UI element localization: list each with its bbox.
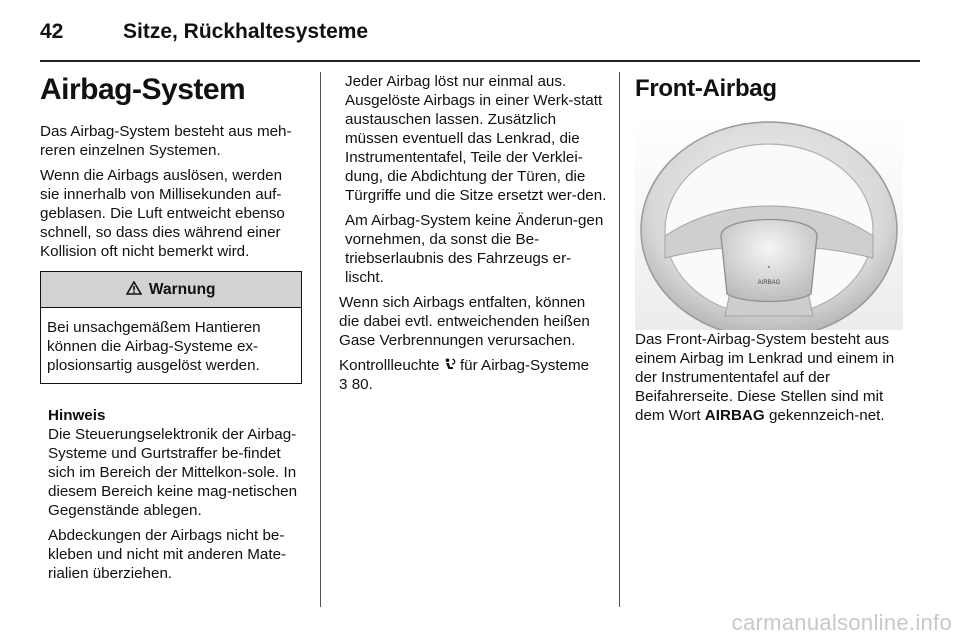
indented-block	[339, 72, 607, 287]
section-title: Airbag-System	[40, 73, 246, 106]
paragraph: Wenn die Airbags auslösen, werden sie innerhalb von Millisekunden auf-geblasen. Die Luft entweicht ebenso schnell, so dass dies während einer Kollision oft nicht bemerkt wird.	[40, 167, 285, 260]
column-3	[635, 72, 905, 425]
header-divider	[40, 60, 920, 62]
warning-box	[40, 271, 302, 384]
warning-text: Bei unsachgemäßem Hantieren können die Airbag-Systeme ex-plosionsartig ausgelöst werden.	[47, 319, 261, 374]
note-paragraph: Abdeckungen der Airbags nicht be-kleben und nicht mit anderen Mate-rialien überziehen.	[48, 527, 287, 582]
watermark: carmanualsonline.info	[731, 610, 952, 635]
page-reference: 80.	[351, 376, 373, 393]
paragraph: Wenn sich Airbags entfalten, können die dabei evtl. entweichenden heißen Gase Verbrennungen verursachen.	[339, 294, 590, 349]
page-number: 42	[40, 20, 64, 43]
airbag-warning-light-icon	[444, 357, 460, 374]
column-divider-2	[619, 72, 620, 607]
section-title: Front-Airbag	[635, 75, 777, 102]
warning-header	[41, 272, 301, 308]
warning-body	[41, 308, 301, 383]
paragraph: Jeder Airbag löst nur einmal aus. Ausgelöste Airbags in einer Werk-statt austauschen lassen. Zusätzlich müssen eventuell das Lenkrad, die Instrumententafel, Teile der Verklei-dung, die Abdichtung der Türen, die Türgriffe und die Sitze ersetzt wer-den.	[345, 73, 607, 204]
logo-mark: ●	[767, 264, 771, 269]
note-block	[40, 406, 302, 583]
airbag-imprint: AIRBAG	[757, 280, 781, 286]
note-label: Hinweis	[48, 407, 106, 424]
note-paragraph: Die Steuerungselektronik der Airbag-Systeme und Gurtstraffer be-findet sich im Bereich der Mittelkon-sole. In diesem Bereich keine mag-netischen Gegenstände ablegen.	[48, 426, 298, 519]
column-divider-1	[320, 72, 321, 607]
paragraph: Das Airbag-System besteht aus meh-reren einzelnen Systemen.	[40, 123, 292, 159]
steering-wheel-image	[635, 118, 903, 330]
paragraph: Das Front-Airbag-System besteht aus einem Airbag im Lenkrad und einem in der Instrumententafel auf der Beifahrerseite. Diese Stellen sind mit dem Wort AIRBAG gekennzeich-net.	[635, 331, 895, 424]
paragraph-control-light: Kontrollleuchte für Airbag-Systeme 3 80.	[339, 357, 590, 393]
paragraph: Am Airbag-System keine Änderun-gen vornehmen, da sonst die Be-triebserlaubnis des Fahrzeugs er-lischt.	[345, 212, 604, 286]
warning-triangle-icon	[126, 281, 146, 298]
page-header	[40, 20, 920, 64]
column-1	[40, 72, 302, 589]
page-reference-icon: 3	[339, 376, 348, 393]
airbag-keyword: AIRBAG	[704, 407, 765, 424]
warning-title: Warnung	[148, 281, 216, 298]
column-2	[339, 72, 607, 400]
chapter-title: Sitze, Rückhaltesysteme	[123, 20, 369, 43]
